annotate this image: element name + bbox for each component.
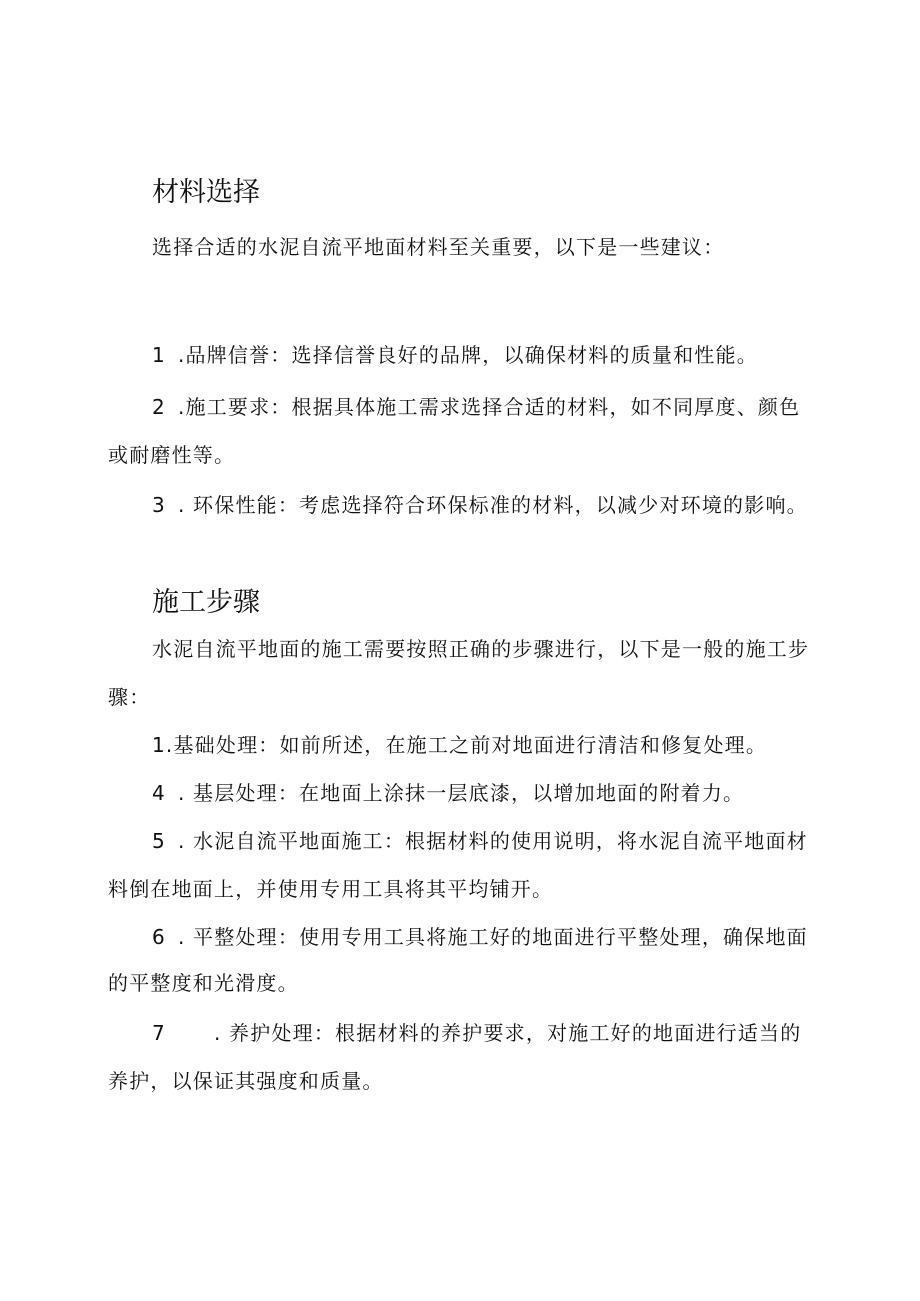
list-item-number: 5 [152, 829, 166, 853]
list-item-number: 7 [152, 1021, 166, 1045]
list-item-text: . 养护处理：根据材料的养护要求，对施工好的地面进行适当的 [213, 1021, 802, 1045]
list-item-text: .品牌信誉：选择信誉良好的品牌，以确保材料的质量和性能。 [177, 343, 758, 367]
list-item [152, 914, 808, 960]
list-item-number: 1 [152, 343, 166, 367]
list-item-text: . 水泥自流平地面施工：根据材料的使用说明，将水泥自流平地面材 [177, 829, 808, 853]
list-item-continuation: 或耐磨性等。 [108, 443, 236, 467]
list-item-number: 3 [152, 493, 166, 517]
list-item-text: .施工要求：根据具体施工需求选择合适的材料，如不同厚度、颜色 [177, 395, 801, 419]
list-item-text: 基础处理：如前所述，在施工之前对地面进行清洁和修复处理。 [173, 733, 768, 757]
list-item [152, 332, 758, 378]
section-intro-steps: 水泥自流平地面的施工需要按照正确的步骤进行，以下是一般的施工步 [152, 637, 810, 661]
list-item [152, 482, 808, 528]
list-item [152, 384, 800, 430]
list-item-number: 2 [152, 395, 166, 419]
list-item [152, 818, 808, 864]
list-item-continuation: 养护，以保证其强度和质量。 [108, 1069, 384, 1093]
list-item-text: . 环保性能：考虑选择符合环保标准的材料，以减少对环境的影响。 [177, 493, 808, 517]
section-intro-materials: 选择合适的水泥自流平地面材料至关重要，以下是一些建议： [152, 235, 725, 259]
list-item-number: 4 [152, 781, 166, 805]
list-item-continuation: 料倒在地面上，并使用专用工具将其平均铺开。 [108, 877, 554, 901]
list-item [152, 1010, 801, 1056]
list-item [152, 770, 744, 816]
section-heading-materials: 材料选择 [152, 177, 260, 208]
section-intro-continuation: 骤： [108, 685, 151, 709]
list-item-continuation: 的平整度和光滑度。 [108, 971, 299, 995]
list-item [152, 722, 767, 768]
list-item-text: . 基层处理：在地面上涂抹一层底漆，以增加地面的附着力。 [177, 781, 745, 805]
list-item-number: 6 [152, 925, 166, 949]
list-item-number: 1. [152, 733, 174, 757]
list-item-text: . 平整处理：使用专用工具将施工好的地面进行平整处理，确保地面 [177, 925, 808, 949]
section-heading-steps: 施工步骤 [152, 587, 260, 618]
